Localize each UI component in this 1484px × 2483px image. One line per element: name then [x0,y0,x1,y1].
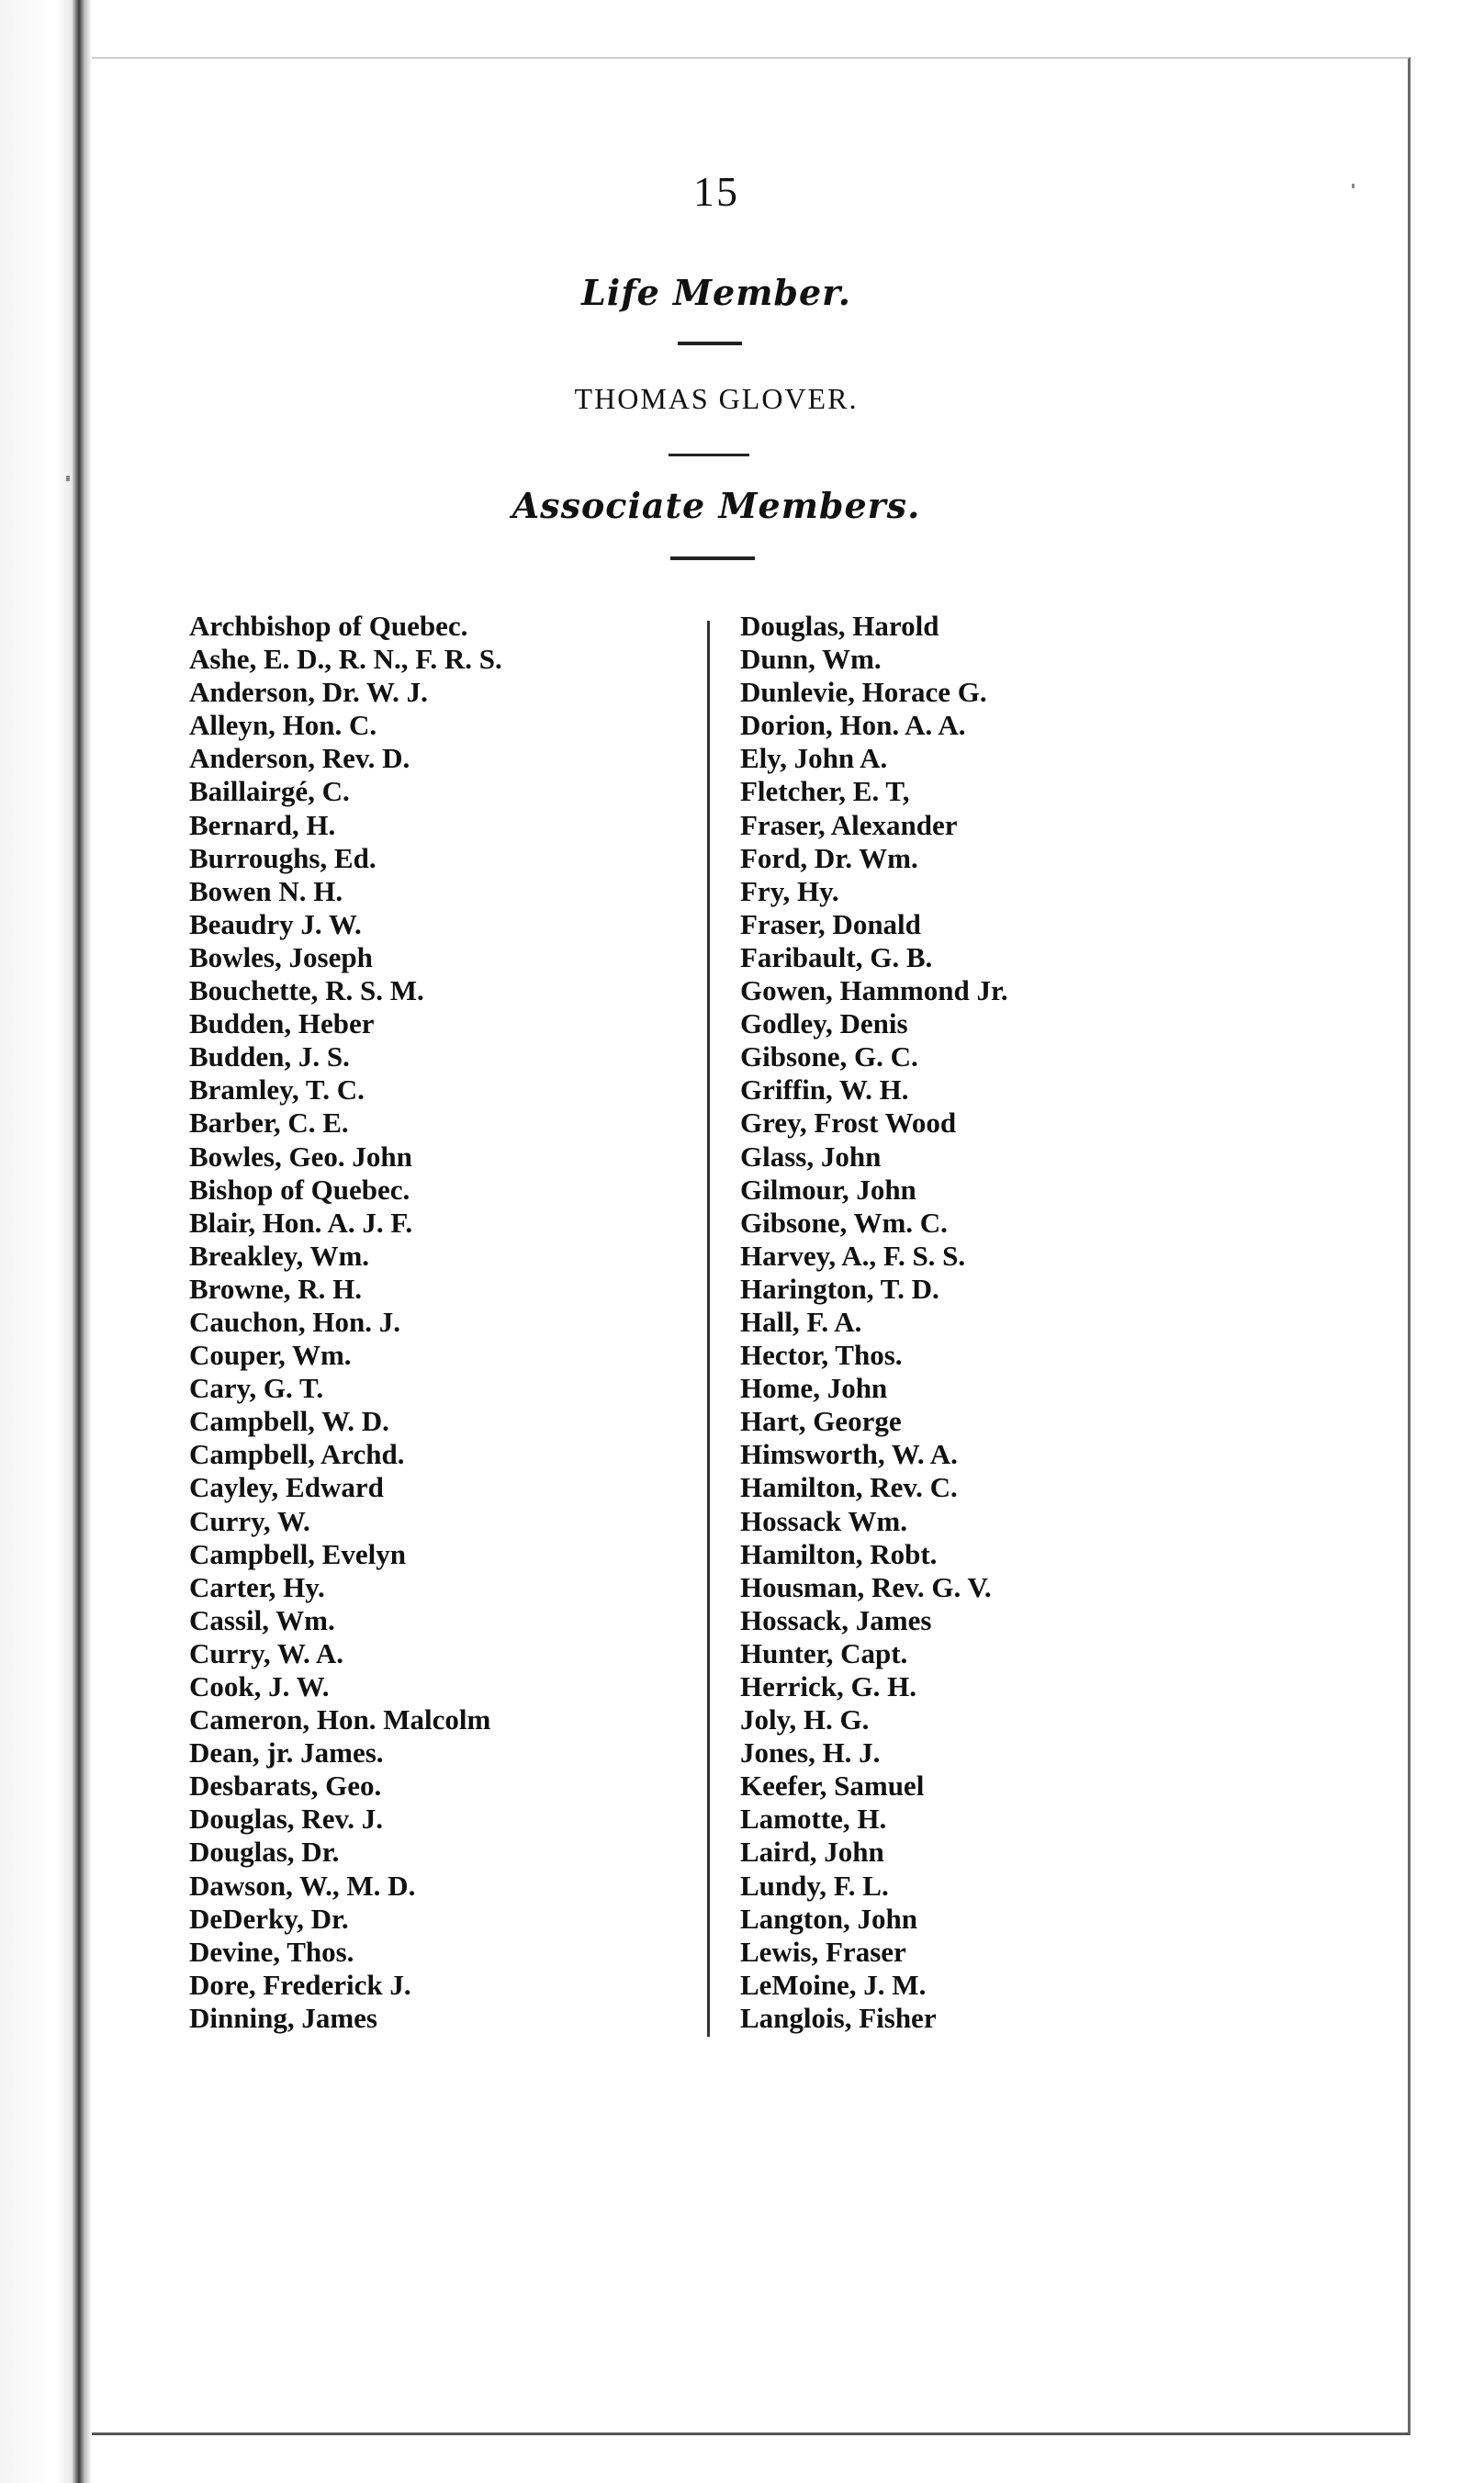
member-entry: Budden, Heber [189,1007,375,1040]
member-entry: Fraser, Alexander [740,808,958,841]
column-divider [707,621,710,2037]
associate-members-heading: Associate Members. [512,485,921,526]
member-entry: Cook, J. W. [189,1670,330,1702]
member-entry: Ely, John A. [740,742,888,775]
divider-rule [669,454,749,456]
member-entry: Curry, W. A. [189,1636,343,1669]
member-entry: Harington, T. D. [740,1272,939,1305]
member-entry: Dawson, W., M. D. [189,1869,416,1902]
member-entry: Gilmour, John [740,1173,916,1206]
member-entry: Dunn, Wm. [740,643,882,676]
member-entry: Ashe, E. D., R. N., F. R. S. [189,643,502,676]
member-entry: Faribault, G. B. [740,940,933,973]
member-entry: Bramley, T. C. [189,1073,365,1107]
member-entry: Anderson, Rev. D. [189,742,410,775]
member-entry: Hart, George [740,1405,902,1438]
member-entry: Herrick, G. H. [740,1670,916,1702]
divider-rule [670,556,755,560]
member-entry: DeDerky, Dr. [189,1902,349,1935]
member-entry: Campbell, Evelyn [189,1537,406,1570]
member-entry: Campbell, W. D. [189,1405,389,1438]
member-entry: Desbarats, Geo. [189,1770,382,1803]
member-list-right [740,610,1291,2035]
member-entry: Hunter, Capt. [740,1636,908,1669]
member-entry: Harvey, A., F. S. S. [740,1239,966,1272]
member-entry: Laird, John [740,1836,884,1869]
member-entry: Lundy, F. L. [740,1869,889,1902]
member-entry: Douglas, Harold [740,610,939,642]
member-entry: Fry, Hy. [740,874,839,907]
member-entry: Alleyn, Hon. C. [189,709,377,742]
member-entry: Hamilton, Rev. C. [740,1471,958,1504]
member-entry: Carter, Hy. [189,1570,325,1603]
member-entry: Hossack Wm. [740,1504,908,1537]
member-entry: Ford, Dr. Wm. [740,841,918,874]
member-entry: Hall, F. A. [740,1305,862,1338]
member-entry: Home, John [740,1372,888,1405]
member-entry: Barber, C. E. [189,1107,349,1140]
scan-speck [66,476,70,481]
member-entry: Dunlevie, Horace G. [740,676,987,709]
member-entry: Dinning, James [189,2001,377,2034]
member-entry: Cayley, Edward [189,1471,384,1504]
member-entry: Archbishop of Quebec. [189,610,468,642]
scan-speck [1352,184,1355,188]
member-entry: Cameron, Hon. Malcolm [189,1703,491,1736]
member-entry: Blair, Hon. A. J. F. [189,1206,413,1239]
member-entry: Keefer, Samuel [740,1770,925,1803]
member-entry: Hector, Thos. [740,1339,903,1372]
member-entry: Baillairgé, C. [189,775,350,808]
member-entry: Lewis, Fraser [740,1935,906,1968]
member-list-left [189,610,685,2035]
member-entry: Cassil, Wm. [189,1603,335,1636]
member-entry: Bowles, Joseph [189,940,373,973]
member-entry: Jones, H. J. [740,1736,881,1770]
member-entry: Bernard, H. [189,808,336,841]
member-entry: Godley, Denis [740,1007,908,1040]
member-entry: Douglas, Rev. J. [189,1803,383,1836]
member-entry: Hossack, James [740,1603,932,1636]
member-entry: Gibsone, Wm. C. [740,1206,948,1239]
member-entry: Devine, Thos. [189,1935,354,1968]
member-entry: Glass, John [740,1140,882,1173]
member-entry: Dean, jr. James. [189,1736,384,1770]
member-entry: Griffin, W. H. [740,1073,909,1107]
member-entry: Dore, Frederick J. [189,1968,411,2001]
member-entry: Langlois, Fisher [740,2001,937,2034]
life-member-heading: Life Member. [581,272,851,313]
member-entry: Bowles, Geo. John [189,1140,412,1173]
member-entry: Bouchette, R. S. M. [189,974,424,1007]
member-entry: Douglas, Dr. [189,1836,340,1869]
member-entry: Campbell, Archd. [189,1438,405,1471]
member-entry: Beaudry J. W. [189,907,362,940]
member-entry: Cary, G. T. [189,1372,324,1405]
member-entry: Cauchon, Hon. J. [189,1305,400,1338]
member-entry: Breakley, Wm. [189,1239,370,1272]
page-number: 15 [693,168,739,215]
divider-rule [678,342,742,345]
member-entry: Fraser, Donald [740,907,921,940]
member-entry: Anderson, Dr. W. J. [189,676,428,709]
member-entry: Couper, Wm. [189,1339,352,1372]
member-entry: Browne, R. H. [189,1272,363,1305]
member-entry: Housman, Rev. G. V. [740,1570,992,1603]
member-entry: LeMoine, J. M. [740,1968,927,2001]
member-entry: Gibsone, G. C. [740,1040,918,1073]
member-entry: Hamilton, Robt. [740,1537,938,1570]
page-binding-edge [0,0,92,2483]
member-entry: Bishop of Quebec. [189,1173,410,1206]
member-entry: Langton, John [740,1902,917,1935]
member-entry: Lamotte, H. [740,1803,887,1836]
member-entry: Grey, Frost Wood [740,1107,957,1140]
member-entry: Joly, H. G. [740,1703,870,1736]
member-entry: Fletcher, E. T, [740,775,910,808]
member-entry: Gowen, Hammond Jr. [740,974,1008,1007]
life-member-name: THOMAS GLOVER. [574,382,859,415]
member-entry: Himsworth, W. A. [740,1438,958,1471]
member-entry: Burroughs, Ed. [189,841,377,874]
member-entry: Dorion, Hon. A. A. [740,709,966,742]
member-entry: Bowen N. H. [189,874,343,907]
member-entry: Curry, W. [189,1504,310,1537]
member-entry: Budden, J. S. [189,1040,350,1073]
